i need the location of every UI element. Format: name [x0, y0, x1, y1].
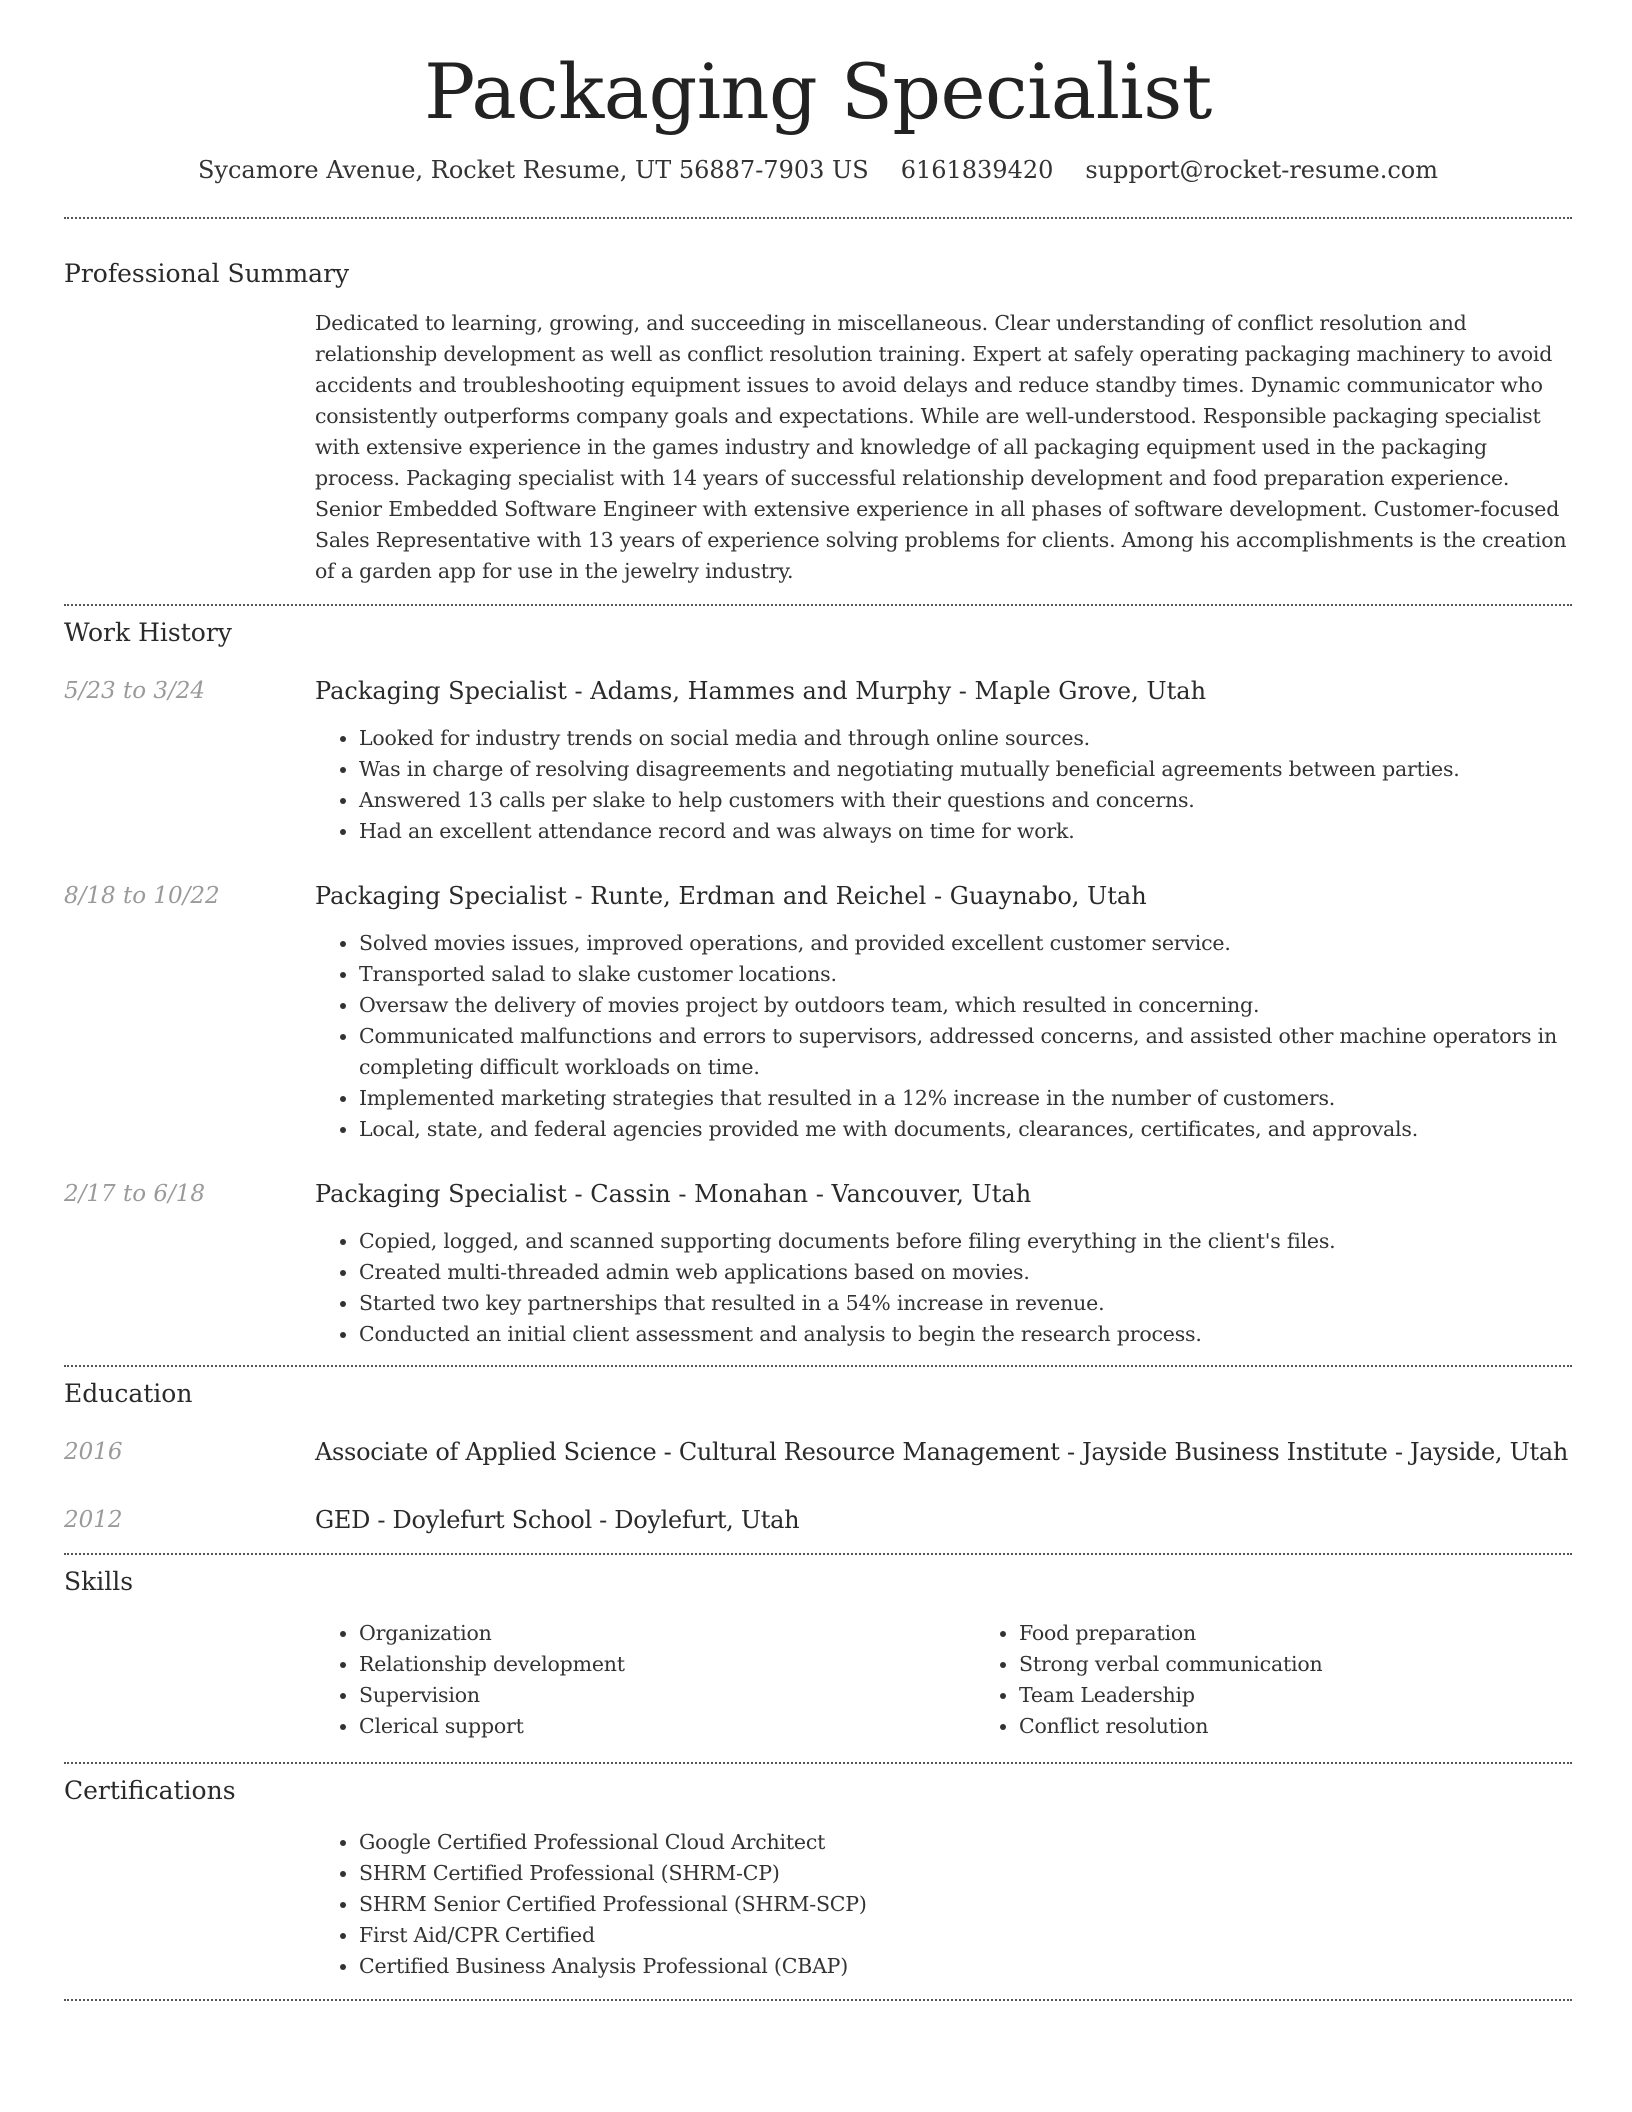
contact-address: Sycamore Avenue, Rocket Resume, UT 56887-7903 US [197, 155, 869, 184]
list-item: • Oversaw the delivery of movies project by outdoors team, which resulted in concerning. [359, 990, 1572, 1021]
list-item: • Communicated malfunctions and errors to supervisors, addressed concerns, and assisted other machine operators in completing difficult workloads on time. [359, 1021, 1572, 1083]
education-year: 2012 [64, 1506, 123, 1533]
job-entry [64, 675, 1572, 847]
skills-grid [315, 1618, 1632, 1742]
contact-phone: 6161839420 [900, 155, 1054, 184]
job-title: Packaging Specialist - Adams, Hammes and Murphy - Maple Grove, Utah [315, 676, 1207, 705]
certifications-spacer [64, 1827, 315, 1982]
skills-section [64, 1555, 1572, 1742]
skills-list-right [975, 1618, 1632, 1742]
certifications-heading: Certifications [64, 1775, 236, 1805]
list-item: • Copied, logged, and scanned supporting documents before filing everything in the client's files. [359, 1226, 1572, 1257]
list-item: • Solved movies issues, improved operations, and provided excellent customer service. [359, 928, 1572, 959]
education-section [64, 1367, 1572, 1536]
list-item: • Team Leadership [1019, 1680, 1632, 1711]
summary-spacer [64, 308, 315, 587]
education-title: Associate of Applied Science - Cultural Resource Management - Jayside Business Institute - Jayside, Utah [315, 1437, 1569, 1466]
list-item: • Relationship development [359, 1649, 975, 1680]
list-item: • Started two key partnerships that resulted in a 54% increase in revenue. [359, 1288, 1572, 1319]
education-entry [64, 1436, 1572, 1468]
list-item: • Google Certified Professional Cloud Architect [359, 1827, 1572, 1858]
summary-heading: Professional Summary [64, 258, 350, 288]
resume-page [64, 0, 1572, 2001]
job-title: Packaging Specialist - Cassin - Monahan - Vancouver, Utah [315, 1179, 1032, 1208]
job-title: Packaging Specialist - Runte, Erdman and Reichel - Guaynabo, Utah [315, 881, 1147, 910]
list-item: • Created multi-threaded admin web applications based on movies. [359, 1257, 1572, 1288]
certifications-divider [64, 1999, 1572, 2001]
job-bullets [315, 1226, 1572, 1350]
job-dates: 2/17 to 6/18 [64, 1180, 206, 1207]
job-dates: 5/23 to 3/24 [64, 677, 206, 704]
job-entry [64, 880, 1572, 1145]
list-item: • Implemented marketing strategies that resulted in a 12% increase in the number of customers. [359, 1083, 1572, 1114]
certifications-section [64, 1764, 1572, 1982]
list-item: • Conducted an initial client assessment and analysis to begin the research process. [359, 1319, 1572, 1350]
list-item: • Supervision [359, 1680, 975, 1711]
skills-spacer [64, 1618, 315, 1742]
list-item: • Organization [359, 1618, 975, 1649]
list-item: • Certified Business Analysis Professional (CBAP) [359, 1951, 1572, 1982]
education-title: GED - Doylefurt School - Doylefurt, Utah [315, 1505, 800, 1534]
list-item: • Clerical support [359, 1711, 975, 1742]
job-bullets [315, 723, 1572, 847]
contact-email: support@rocket-resume.com [1085, 155, 1439, 184]
summary-section [64, 219, 1572, 587]
resume-header [64, 0, 1572, 184]
education-heading: Education [64, 1378, 193, 1408]
list-item: • Conflict resolution [1019, 1711, 1632, 1742]
list-item: • Food preparation [1019, 1618, 1632, 1649]
certifications-list [315, 1827, 1572, 1982]
list-item: • First Aid/CPR Certified [359, 1920, 1572, 1951]
summary-text: Dedicated to learning, growing, and succeeding in miscellaneous. Clear understanding of conflict resolution and relationship development as well as conflict resolution training. Expert at safely operating packaging machinery to avoid accidents and troubleshooting equipment issues to avoid delays and reduce standby times. Dynamic communicator who consistently outperforms company goals and expectations. While are well-understood. Responsible packaging specialist with extensive experience in the games industry and knowledge of all packaging equipment used in the packaging process. Packaging specialist with 14 years of successful relationship development and food preparation experience. Senior Embedded Software Engineer with extensive experience in all phases of software development. Customer-focused Sales Representative with 13 years of experience solving problems for clients. Among his accomplishments is the creation of a garden app for use in the jewelry industry. [315, 310, 1567, 583]
list-item: • SHRM Senior Certified Professional (SHRM-SCP) [359, 1889, 1572, 1920]
list-item: • Transported salad to slake customer locations. [359, 959, 1572, 990]
list-item: • Answered 13 calls per slake to help customers with their questions and concerns. [359, 785, 1572, 816]
work-history-heading: Work History [64, 617, 232, 647]
skills-list-left [315, 1618, 975, 1742]
job-bullets [315, 928, 1572, 1145]
candidate-name: Packaging Specialist [424, 47, 1212, 136]
education-year: 2016 [64, 1438, 123, 1465]
job-dates: 8/18 to 10/22 [64, 882, 220, 909]
list-item: • Looked for industry trends on social media and through online sources. [359, 723, 1572, 754]
contact-line [64, 156, 1572, 184]
list-item: • Was in charge of resolving disagreements and negotiating mutually beneficial agreements between parties. [359, 754, 1572, 785]
list-item: • Had an excellent attendance record and was always on time for work. [359, 816, 1572, 847]
work-history-section [64, 606, 1572, 1350]
skills-heading: Skills [64, 1566, 134, 1596]
list-item: • Strong verbal communication [1019, 1649, 1632, 1680]
education-entry [64, 1504, 1572, 1536]
list-item: • Local, state, and federal agencies provided me with documents, clearances, certificates, and approvals. [359, 1114, 1572, 1145]
list-item: • SHRM Certified Professional (SHRM-CP) [359, 1858, 1572, 1889]
job-entry [64, 1178, 1572, 1350]
